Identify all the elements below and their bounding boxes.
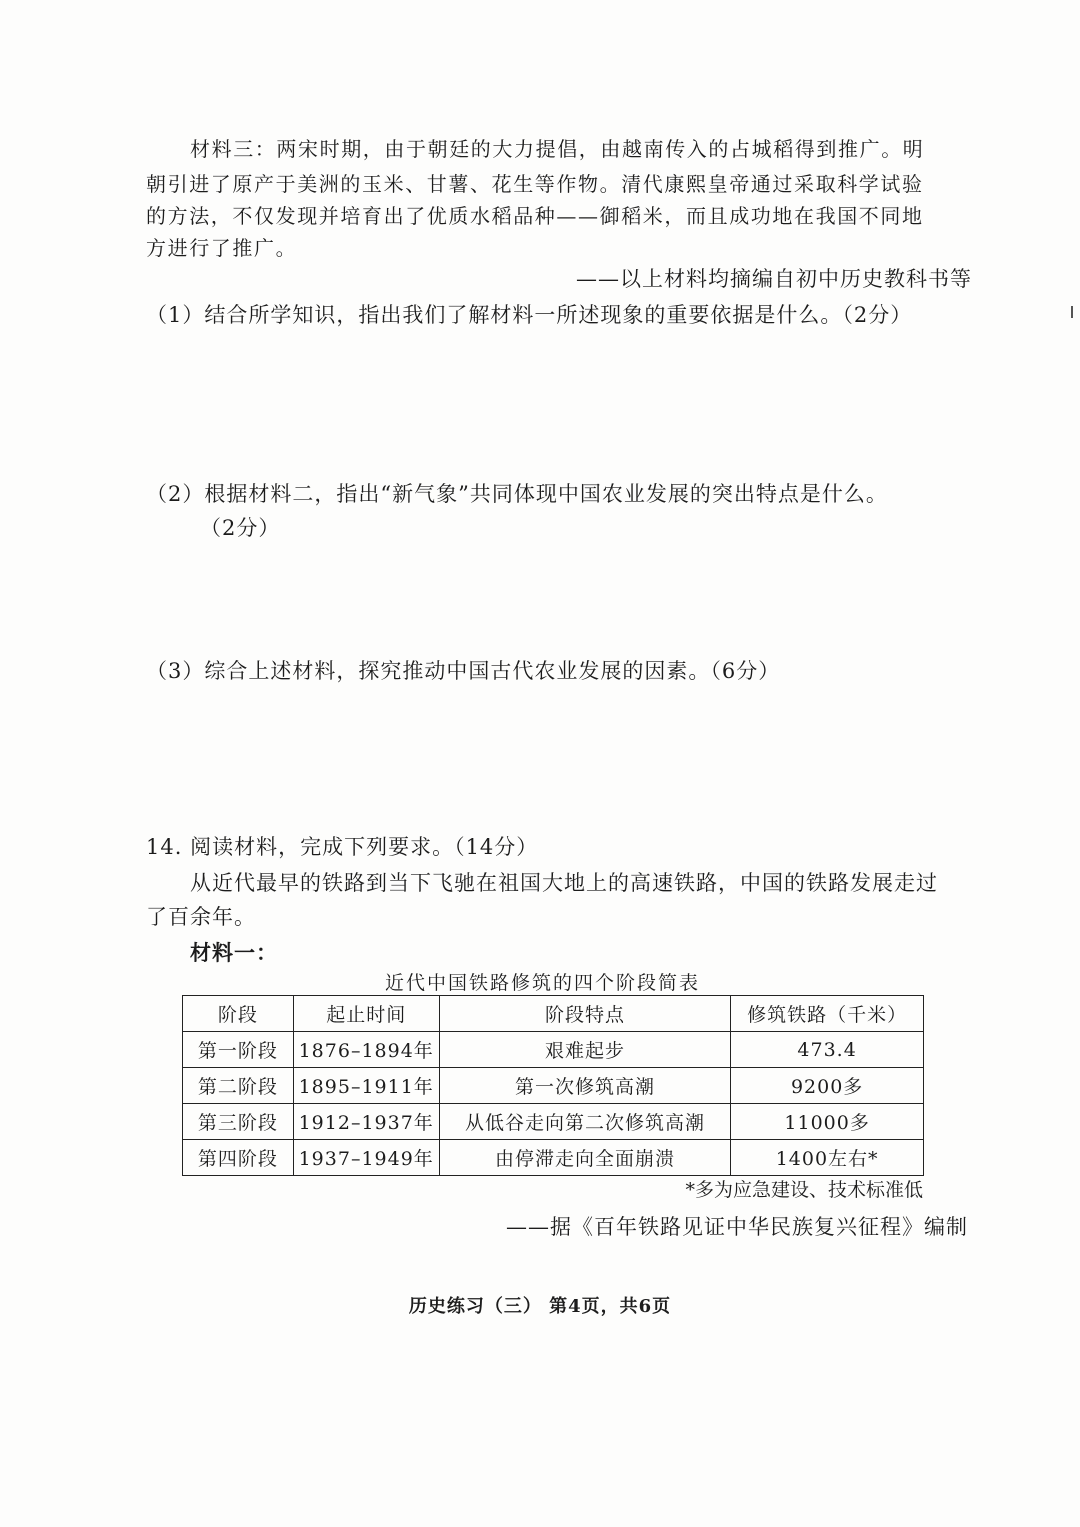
table-row [183,1140,924,1176]
cell-length: 1400左右* [731,1140,924,1176]
cell-stage: 第四阶段 [183,1140,294,1176]
q14-intro-line-1: 从近代最早的铁路到当下飞驰在祖国大地上的高速铁路，中国的铁路发展走过 [190,871,938,895]
header-feature: 阶段特点 [439,996,731,1032]
cell-stage: 第三阶段 [183,1104,294,1140]
q14-intro-line-2: 了百余年。 [146,905,256,929]
cell-feature: 艰难起步 [439,1032,731,1068]
cell-period: 1912–1937年 [293,1104,439,1140]
material1-label: 材料一： [190,940,278,965]
cell-length: 11000多 [731,1104,924,1140]
cell-period: 1876–1894年 [293,1032,439,1068]
material3-line-1: 材料三：两宋时期，由于朝廷的大力提倡，由越南传入的占城稻得到推广。明 [190,137,925,161]
page-footer: 历史练习（三） 第4页，共6页 [408,1296,672,1317]
cell-period: 1937–1949年 [293,1140,439,1176]
table-source: ——据《百年铁路见证中华民族复兴征程》编制 [506,1215,968,1239]
cell-feature: 由停滞走向全面崩溃 [439,1140,731,1176]
material3-line-4: 方进行了推广。 [146,236,298,260]
material3-line-2: 朝引进了原产于美洲的玉米、甘薯、花生等作物。清代康熙皇帝通过采取科学试验 [146,172,924,196]
question-2-score: （2分） [200,516,281,540]
question-3: （3）综合上述材料，探究推动中国古代农业发展的因素。（6分） [146,659,781,683]
scan-edge-mark [1071,306,1078,318]
table-header-row [183,996,924,1032]
cell-stage: 第二阶段 [183,1068,294,1104]
table-title: 近代中国铁路修筑的四个阶段简表 [385,972,701,994]
cell-stage: 第一阶段 [183,1032,294,1068]
question-1: （1）结合所学知识，指出我们了解材料一所述现象的重要依据是什么。（2分） [146,303,913,327]
header-length: 修筑铁路（千米） [731,996,924,1032]
material3-source: ——以上材料均摘编自初中历史教科书等 [576,267,972,291]
cell-period: 1895–1911年 [293,1068,439,1104]
table-row [183,1104,924,1140]
cell-feature: 第一次修筑高潮 [439,1068,731,1104]
railway-stages-table [182,995,924,1176]
table-row [183,1032,924,1068]
header-period: 起止时间 [293,996,439,1032]
cell-length: 9200多 [731,1068,924,1104]
cell-length: 473.4 [731,1032,924,1068]
question-2: （2）根据材料二，指出“新气象”共同体现中国农业发展的突出特点是什么。 [146,482,888,506]
material3-line-3: 的方法，不仅发现并培育出了优质水稻品种——御稻米，而且成功地在我国不同地 [146,204,924,228]
table-row [183,1068,924,1104]
q14-heading: 14. 阅读材料，完成下列要求。（14分） [146,835,539,859]
header-stage: 阶段 [183,996,294,1032]
cell-feature: 从低谷走向第二次修筑高潮 [439,1104,731,1140]
table-footnote: *多为应急建设、技术标准低 [685,1179,923,1201]
